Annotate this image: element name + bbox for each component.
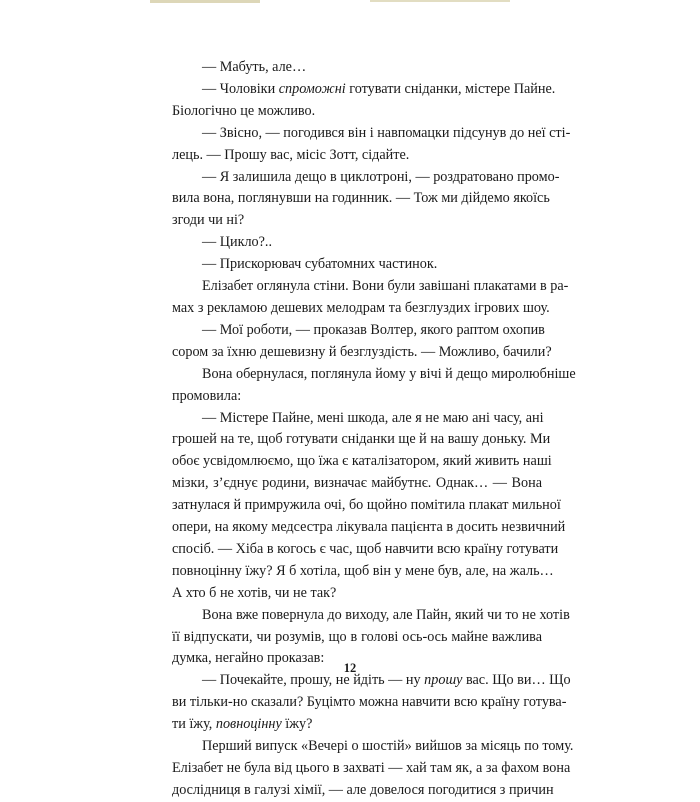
- paragraph: [172, 408, 566, 605]
- text-segment: — Цикло?..: [202, 234, 273, 251]
- text-segment: вила вона, поглянувши на годинник. — Тож ми дійдемо якоїсь: [172, 190, 550, 207]
- text-line: [172, 473, 542, 495]
- text-segment: ви тільки-но сказали? Буцімто можна навчити всю країну готува-: [172, 694, 567, 711]
- text-segment: думка, негайно проказав:: [172, 650, 325, 667]
- emphasized-text: повноцінну: [215, 716, 282, 733]
- text-segment: вас. Що ви… Що: [462, 672, 571, 689]
- text-segment: А хто б не хотів, чи не так?: [172, 584, 337, 601]
- text-segment: Перший випуск «Вечері о шостій» вийшов за місяць по тому.: [202, 738, 574, 755]
- text-segment: — Чоловіки: [202, 80, 279, 97]
- text-segment: дослідниця в галузі хімії, — але довелося погодитися з причин: [172, 781, 554, 798]
- text-segment: грошей на те, щоб готувати сніданки ще й на вашу доньку. Ми: [172, 431, 551, 448]
- text-line: [172, 298, 550, 320]
- paragraph: [172, 57, 542, 79]
- emphasized-text: прошу: [424, 672, 463, 689]
- text-segment: її відпускати, чи розумів, що в голові ось-ось майне важлива: [172, 628, 542, 645]
- text-line: [172, 123, 571, 145]
- text-line: [172, 736, 574, 758]
- text-segment: затнулася й примружила очі, бо щойно помітила плакат мильної: [172, 497, 561, 514]
- text-line: [172, 627, 542, 649]
- text-segment: — Звісно, — погодився він і навпомацки підсунув до неї сті-: [202, 124, 571, 141]
- text-segment: мах з рекламою дешевих мелодрам та безглуздих ігрових шоу.: [172, 299, 550, 316]
- text-segment: мізки, з’єднує родини, визначає майбутнє. Однак… — Вона: [172, 475, 542, 492]
- text-line: [172, 232, 542, 254]
- top-edge-mark: [150, 0, 610, 6]
- text-line: [172, 276, 569, 298]
- paragraph: [172, 254, 542, 276]
- text-segment: — Містере Пайне, мені шкода, але я не маю ані часу, ані: [202, 409, 544, 426]
- text-line: [172, 517, 566, 539]
- text-segment: — Почекайте, прошу, не йдіть — ну: [202, 672, 425, 689]
- text-line: [172, 210, 542, 232]
- text-segment: сором за їхню дешевизну й безглуздість. — Можливо, бачили?: [172, 343, 552, 360]
- text-segment: готувати сніданки, містере Пайне.: [345, 80, 556, 97]
- text-segment: їжу?: [281, 716, 313, 733]
- text-segment: спосіб. — Хіба в когось є час, щоб навчити всю країну готувати: [172, 540, 559, 557]
- text-line: [172, 57, 542, 79]
- text-line: [172, 692, 567, 714]
- paragraph: [172, 276, 569, 320]
- text-segment: Елізабет оглянула стіни. Вони були завішані плакатами в ра-: [202, 278, 569, 295]
- text-line: [172, 167, 560, 189]
- paragraph: [172, 79, 556, 123]
- paragraph: [172, 167, 560, 233]
- text-segment: повноцінну їжу? Я б хотіла, щоб він у мене був, але, на жаль…: [172, 562, 554, 579]
- emphasized-text: спроможні: [278, 80, 346, 97]
- text-line: [172, 561, 554, 583]
- text-segment: Елізабет не була від цього в захваті — хай там як, а за фахом вона: [172, 760, 571, 776]
- text-segment: — Прискорювач субатомних частинок.: [202, 256, 438, 273]
- paragraph: [172, 123, 571, 167]
- text-segment: обоє усвідомлюємо, що їжа є каталізатором, який живить наші: [172, 453, 552, 470]
- text-line: [172, 101, 542, 123]
- top-edge-mark-right: [370, 0, 510, 2]
- text-segment: Біологічно це можливо.: [172, 102, 316, 119]
- text-line: [172, 79, 556, 101]
- text-segment: — Мої роботи, — проказав Волтер, якого раптом охопив: [202, 321, 545, 338]
- text-segment: промовила:: [172, 387, 242, 404]
- paragraph: [172, 320, 552, 364]
- text-line: [172, 342, 552, 364]
- text-line: [172, 605, 570, 627]
- text-segment: ти їжу,: [172, 716, 216, 733]
- text-segment: — Мабуть, але…: [202, 59, 307, 75]
- text-line: [172, 451, 552, 473]
- page-number: 12: [343, 661, 357, 675]
- text-segment: Вона вже повернула до виходу, але Пайн, який чи то не хотів: [202, 606, 570, 623]
- paragraph: [172, 232, 542, 254]
- body-text: [172, 57, 576, 802]
- text-line: [172, 495, 561, 517]
- text-line: [172, 780, 554, 802]
- text-segment: — Я залишила дещо в циклотроні, — роздратовано промо-: [202, 168, 560, 185]
- text-line: [172, 320, 545, 342]
- text-line: [172, 758, 571, 780]
- text-segment: опери, на якому медсестра лікувала пацієнта в досить незвичний: [172, 519, 566, 536]
- text-segment: лець. — Прошу вас, місіс Зотт, сідайте.: [172, 146, 410, 163]
- text-line: [172, 429, 551, 451]
- text-segment: згоди чи ні?: [172, 212, 245, 229]
- text-line: [172, 583, 542, 605]
- paragraph: [172, 670, 571, 736]
- text-line: [172, 188, 550, 210]
- text-line: [172, 145, 542, 167]
- text-line: [172, 539, 559, 561]
- text-line: [172, 364, 576, 386]
- text-segment: Вона обернулася, поглянула йому у вічі й дещо миролюбніше: [202, 365, 576, 382]
- text-line: [172, 386, 542, 408]
- text-line: [172, 254, 542, 276]
- text-line: [172, 714, 542, 736]
- text-line: [172, 408, 542, 430]
- paragraph: [172, 736, 574, 802]
- top-edge-mark-left: [150, 0, 260, 3]
- paragraph: [172, 364, 576, 408]
